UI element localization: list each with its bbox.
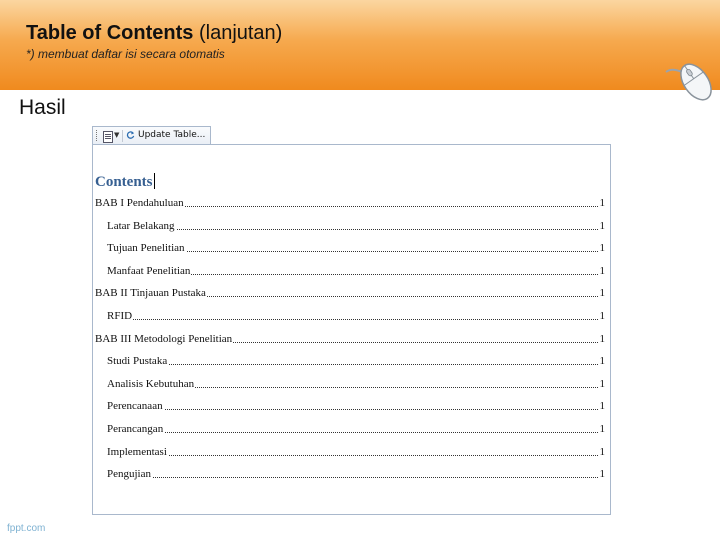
toc-entry-page: 1: [599, 355, 605, 368]
slide-title-rest: (lanjutan): [193, 22, 283, 44]
toc-entry[interactable]: [93, 307, 610, 330]
toc-entry-page: 1: [599, 468, 605, 481]
toc-entry-text: Pengujian: [107, 468, 151, 481]
toc-entry-page: 1: [599, 287, 605, 300]
computer-mouse-icon: [664, 52, 720, 104]
toc-entry-page: 1: [599, 445, 605, 458]
toc-entry-page: 1: [599, 332, 605, 345]
table-of-contents: [92, 144, 611, 515]
toc-entry-text: Studi Pustaka: [107, 355, 168, 368]
toc-entry[interactable]: [93, 375, 610, 398]
toc-entry[interactable]: [93, 330, 610, 353]
toc-entry-page: 1: [599, 400, 605, 413]
toc-entry-text: Implementasi: [107, 445, 167, 458]
toc-entry[interactable]: [93, 239, 610, 262]
slide-title: [26, 22, 282, 45]
toc-entry-text: Perencanaan: [107, 400, 163, 413]
toc-entry-page: 1: [599, 309, 605, 322]
slide-header: [0, 0, 720, 90]
toc-entry-page: 1: [599, 219, 605, 232]
slide-title-bold: Table of Contents: [26, 22, 194, 44]
toolbar-separator: [122, 130, 123, 142]
toc-entry-page: 1: [599, 264, 605, 277]
dropdown-arrow-icon[interactable]: ▼: [114, 131, 120, 139]
dot-leader: [107, 319, 598, 320]
document-icon[interactable]: [103, 131, 113, 143]
dot-leader: [107, 477, 598, 478]
toc-heading-text: Contents: [95, 174, 153, 190]
toc-entry-page: 1: [599, 422, 605, 435]
section-label: Hasil: [19, 96, 66, 119]
toc-heading: [95, 173, 155, 191]
toc-entry-text: Latar Belakang: [107, 219, 175, 232]
toc-entry-page: 1: [599, 377, 605, 390]
toc-entry-text: Tujuan Penelitian: [107, 242, 185, 255]
footer-brand: fppt.com: [7, 523, 46, 534]
toc-entry[interactable]: [93, 352, 610, 375]
toc-entry-text: BAB III Metodologi Penelitian: [95, 332, 233, 345]
slide-subtitle: *) membuat daftar isi secara otomatis: [26, 47, 225, 61]
toc-entry[interactable]: [93, 420, 610, 443]
dot-leader: [107, 364, 598, 365]
dot-leader: [107, 455, 598, 456]
toc-entry-text: RFID: [107, 309, 133, 322]
toc-entry-text: BAB II Tinjauan Pustaka: [95, 287, 206, 300]
toolbar-grip[interactable]: [96, 130, 99, 141]
toc-entry[interactable]: [93, 397, 610, 420]
dot-leader: [107, 432, 598, 433]
toc-list: [93, 194, 610, 488]
toc-entry[interactable]: [93, 465, 610, 488]
toc-entry-text: BAB I Pendahuluan: [95, 197, 184, 209]
update-table-button[interactable]: Update Table...: [138, 130, 206, 140]
toc-entry[interactable]: [93, 262, 610, 285]
toc-entry-page: 1: [599, 197, 605, 209]
toc-entry[interactable]: [93, 443, 610, 466]
refresh-icon: [126, 130, 135, 140]
toc-entry-text: Manfaat Penelitian: [107, 264, 191, 277]
toc-toolbar: [92, 126, 211, 145]
dot-leader: [107, 229, 598, 230]
toc-entry[interactable]: [93, 217, 610, 240]
toc-entry[interactable]: [93, 284, 610, 307]
text-cursor: [154, 173, 155, 189]
toc-entry-page: 1: [599, 242, 605, 255]
toc-entry[interactable]: [93, 194, 610, 217]
toc-entry-text: Perancangan: [107, 422, 164, 435]
toc-entry-text: Analisis Kebutuhan: [107, 377, 195, 390]
dot-leader: [107, 409, 598, 410]
